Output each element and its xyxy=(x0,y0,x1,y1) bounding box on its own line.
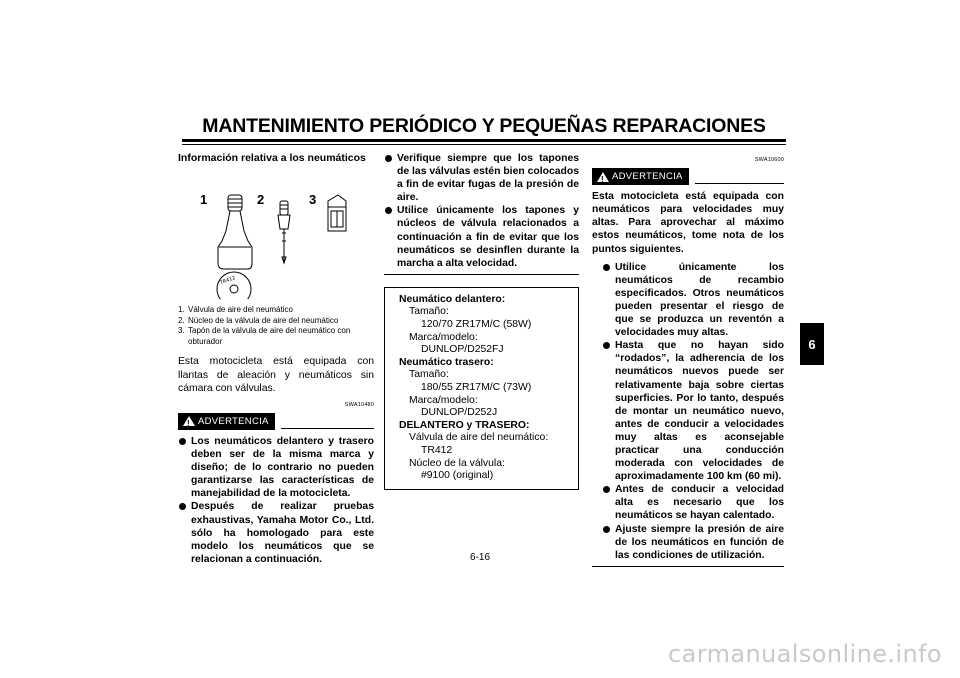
spec-heading: DELANTERO y TRASERO: xyxy=(399,419,530,431)
valve-stamp-icon xyxy=(217,272,251,299)
spec-heading: Neumático delantero: xyxy=(399,293,506,305)
warning-header xyxy=(592,152,784,167)
chapter-tab[interactable]: 6 xyxy=(800,323,824,365)
bullet-icon xyxy=(385,155,392,162)
warning-header xyxy=(178,399,374,412)
spec-label: Marca/modelo: xyxy=(409,331,478,343)
spec-value: TR412 xyxy=(421,444,453,456)
page-number: 6-16 xyxy=(469,552,490,563)
figure-captions xyxy=(178,305,374,347)
warning-triangle-icon xyxy=(183,416,195,426)
tire-valve-icon xyxy=(218,195,252,269)
warning-badge: ! ADVERTENCIA xyxy=(592,168,689,185)
watermark[interactable]: carmanualsonline.info xyxy=(668,640,942,668)
spec-value: DUNLOP/D252FJ xyxy=(421,344,504,356)
section-heading: Información relativa a los neumáticos xyxy=(178,152,366,164)
warning-end-rule xyxy=(592,566,784,567)
warning-code: SWA10600 xyxy=(754,157,784,163)
list-item: Antes de conducir a velocidad alta es necesario que los neumáticos se hayan calentado. xyxy=(602,483,784,522)
list-item: Verifique siempre que los tapones de las válvulas estén bien colocados a fin de evitar fugas de la presión de aire. xyxy=(384,152,579,204)
body-paragraph: Esta motocicleta está equipada con llantas de aleación y neumáticos sin cámara con válvulas. xyxy=(178,356,374,394)
spec-value: DUNLOP/D252J xyxy=(421,407,498,419)
warning-intro: Esta motocicleta está equipada con neumáticos para velocidades muy altas. Para aprovechar al máximo estos neumáticos, tome nota de los puntos siguientes. xyxy=(592,191,784,255)
figure-number-2: 2 xyxy=(257,192,265,208)
warning-list xyxy=(602,261,784,562)
list-item: Después de realizar pruebas exhaustivas, Yamaha Motor Co., Ltd. sólo ha homologado para este modelo los neumáticos que se relacionan a continuación. xyxy=(178,500,374,565)
title-rule-thin xyxy=(182,144,786,145)
spec-label: Tamaño: xyxy=(409,306,449,318)
spec-label: Tamaño: xyxy=(409,369,449,381)
figure-number-1: 1 xyxy=(200,192,208,208)
list-item: Ajuste siempre la presión de aire de los neumáticos en función de las condiciones de utilización. xyxy=(602,523,784,562)
warning-triangle-icon xyxy=(597,172,609,182)
caption-item: 1. Válvula de aire del neumático xyxy=(178,305,293,315)
bullet-icon xyxy=(179,503,186,510)
warning-end-rule xyxy=(384,274,579,275)
spec-value: #9100 (original) xyxy=(421,470,494,482)
figure-number-3: 3 xyxy=(309,192,317,208)
page-title: MANTENIMIENTO PERIÓDICO Y PEQUEÑAS REPARACIONES xyxy=(202,115,766,137)
column-1 xyxy=(178,152,374,566)
warning-badge: ! ADVERTENCIA xyxy=(178,413,275,430)
warning-code: SWA10480 xyxy=(344,401,374,408)
valve-cap-icon xyxy=(328,195,346,231)
spec-value: 180/55 ZR17M/C (73W) xyxy=(421,382,532,393)
bullet-icon xyxy=(603,264,610,271)
valve-core-icon xyxy=(278,201,290,263)
caption-item: 3. Tapón de la válvula de aire del neumático con obturador xyxy=(178,326,351,346)
bullet-icon xyxy=(179,438,186,445)
spec-heading: Neumático trasero: xyxy=(399,356,494,368)
list-item: Utilice únicamente los tapones y núcleos de válvula relacionados a continuación a fin de evitar que los neumáticos se desinflen durante la marcha a alta velocidad. xyxy=(384,204,579,269)
bullet-icon xyxy=(385,207,392,214)
valve-illustration xyxy=(178,171,374,299)
warning-list-continued xyxy=(384,152,579,270)
bullet-icon xyxy=(603,486,610,493)
list-item: Utilice únicamente los neumáticos de recambio especificados. Otros neumáticos pueden presentar el riesgo de que se produzca un reventón a velocidades muy altas. xyxy=(602,261,784,340)
bullet-icon xyxy=(603,342,610,349)
spec-label: Válvula de aire del neumático: xyxy=(409,432,549,444)
bullet-icon xyxy=(603,526,610,533)
tire-spec-box xyxy=(384,287,579,490)
spec-label: Núcleo de la válvula: xyxy=(409,457,505,469)
column-3 xyxy=(592,152,784,567)
list-item: Hasta que no hayan sido “rodados”, la adherencia de los neumáticos nuevos puede ser relativamente baja sobre ciertas superficies. Por lo tanto, después de montar un neumático nuevo, antes de conducir a velocidades muy altas es aconsejable practicar una conducción moderada con velocidades de aproximadamente 100 km (60 mi). xyxy=(602,339,784,483)
title-rule xyxy=(182,139,786,142)
warning-list xyxy=(178,435,374,566)
spec-value: 120/70 ZR17M/C (58W) xyxy=(421,319,532,331)
caption-item: 2. Núcleo de la válvula de aire del neumático xyxy=(178,315,339,325)
column-2 xyxy=(384,152,579,490)
spec-label: Marca/modelo: xyxy=(409,394,478,406)
valve-marking: TR412 xyxy=(219,275,237,287)
valve-figure xyxy=(178,171,374,299)
list-item: Los neumáticos delantero y trasero deben ser de la misma marca y diseño; de lo contrario no pueden garantizarse las características de manejabilidad de la motocicleta. xyxy=(178,435,374,500)
